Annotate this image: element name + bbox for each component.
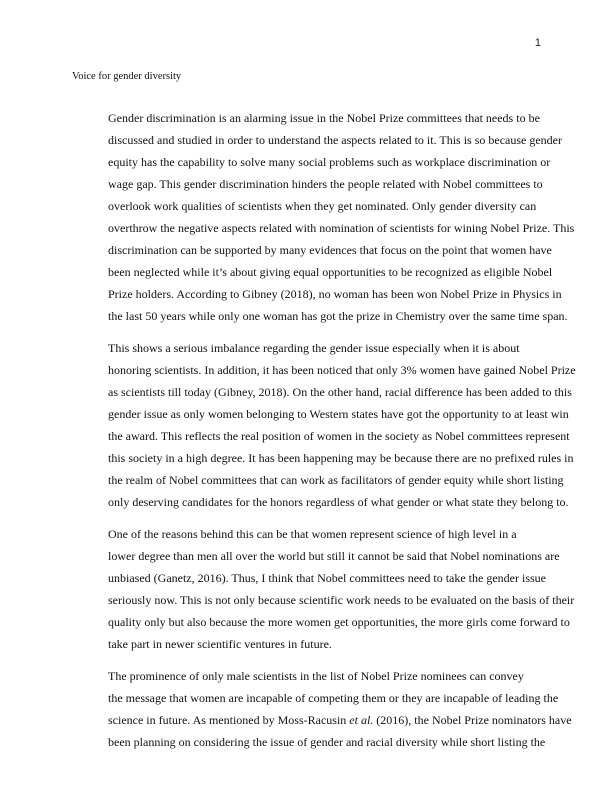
paragraph-3 <box>72 523 575 655</box>
text-line: This shows a serious imbalance regarding the gender issue especially when it is about <box>108 341 520 355</box>
text-line: seriously now. This is not only because scientific work needs to be evaluated on the basis of their <box>108 593 575 607</box>
text-line: Gender discrimination is an alarming issue in the Nobel Prize committees that needs to be <box>108 111 540 125</box>
text-fragment: (2016), the Nobel Prize nominators have <box>376 713 572 727</box>
text-line: discussed and studied in order to understand the aspects related to it. This is so because gender <box>108 133 562 147</box>
text-line: take part in newer scientific ventures in future. <box>108 637 332 651</box>
text-line: honoring scientists. In addition, it has been noticed that only 3% women have gained Nobel Prize <box>108 363 576 377</box>
text-line: the realm of Nobel committees that can work as facilitators of gender equity while short listing <box>108 473 564 487</box>
text-line: the message that women are incapable of competing them or they are incapable of leading the <box>108 691 559 705</box>
text-line: the last 50 years while only one woman has got the prize in Chemistry over the same time span. <box>108 309 568 323</box>
text-line: the award. This reflects the real position of women in the society as Nobel committees represent <box>108 429 570 443</box>
document-body <box>72 107 576 763</box>
text-line-with-citation <box>72 709 572 731</box>
text-line: Prize holders. According to Gibney (2018), no woman has been won Nobel Prize in Physics in <box>108 287 562 301</box>
text-line: been neglected while it’s about giving equal opportunities to be recognized as eligible Nobel <box>108 265 553 279</box>
italic-et-al: et al. <box>349 713 374 727</box>
text-line: gender issue as only women belonging to Western states have got the opportunity to at least win <box>108 407 569 421</box>
text-line: this society in a high degree. It has been happening may be because there are no prefixed rules in <box>108 451 574 465</box>
text-line: only deserving candidates for the honors regardless of what gender or what state they belong to. <box>108 495 569 509</box>
text-line: The prominence of only male scientists in the list of Nobel Prize nominees can convey <box>108 669 524 683</box>
text-line: as scientists till today (Gibney, 2018). On the other hand, racial difference has been added to this <box>108 385 572 399</box>
text-line: overthrow the negative aspects related with nomination of scientists for wining Nobel Prize. This <box>108 221 575 235</box>
text-line: One of the reasons behind this can be that women represent science of high level in a <box>108 527 517 541</box>
paragraph-2 <box>72 337 576 513</box>
text-line: wage gap. This gender discrimination hinders the people related with Nobel committees to <box>108 177 543 191</box>
text-line: lower degree than men all over the world but still it cannot be said that Nobel nominations are <box>108 549 560 563</box>
text-line: unbiased (Ganetz, 2016). Thus, I think that Nobel committees need to take the gender issue <box>108 571 546 585</box>
paragraph-1 <box>72 107 575 327</box>
document-title: Voice for gender diversity <box>72 71 182 82</box>
text-line: equity has the capability to solve many social problems such as workplace discrimination or <box>108 155 551 169</box>
text-fragment: science in future. As mentioned by Moss-Racusin <box>108 713 350 727</box>
paragraph-4 <box>72 665 572 753</box>
text-line: been planning on considering the issue of gender and racial diversity while short listing the <box>108 735 546 749</box>
text-line: discrimination can be supported by many evidences that focus on the point that women have <box>108 243 552 257</box>
page-number: 1 <box>534 37 541 49</box>
text-line: overlook work qualities of scientists when they get nominated. Only gender diversity can <box>108 199 537 213</box>
text-line: quality only but also because the more women get opportunities, the more girls come forward to <box>108 615 570 629</box>
